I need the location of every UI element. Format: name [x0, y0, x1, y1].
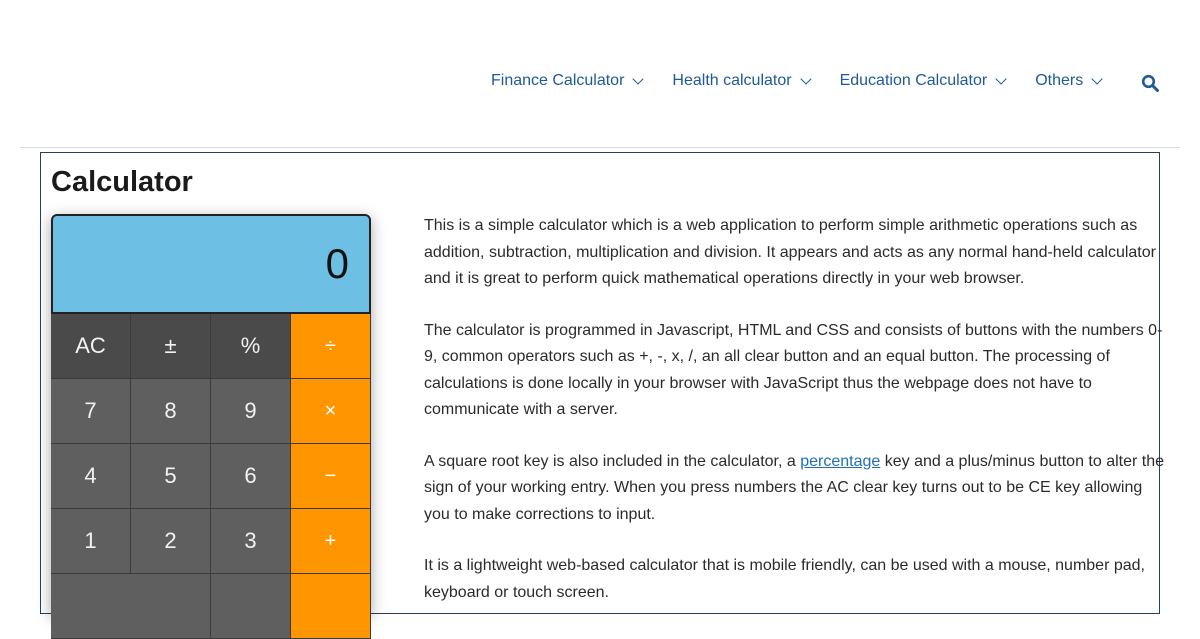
digit-4-button[interactable]: 4 [51, 444, 131, 509]
site-header [0, 0, 1200, 148]
search-icon[interactable] [1141, 74, 1159, 92]
header-divider [20, 147, 1180, 148]
calculator-display [51, 214, 371, 314]
nav-item-label: Education Calculator [839, 72, 988, 89]
digit-7-button[interactable]: 7 [51, 379, 131, 444]
paragraph-programming: The calculator is programmed in Javascript, HTML and CSS and consists of buttons with the numbers 0-9, common operators such as +, -, x, /, an all clear button and an equal button. The processing of calculations is done locally in your browser with JavaScript thus the webpage does not have to communicate with a server. [424, 321, 1163, 418]
calculator-keypad [51, 314, 371, 639]
digit-5-button[interactable]: 5 [131, 444, 211, 509]
nav-item-finance-calculator[interactable] [491, 72, 642, 90]
add-button[interactable]: + [291, 509, 371, 574]
article-body [424, 213, 1164, 631]
subtract-button[interactable]: − [291, 444, 371, 509]
digit-6-button[interactable]: 6 [211, 444, 291, 509]
paragraph-text: A square root key is also included in the calculator, a [424, 452, 801, 470]
nav-item-education-calculator[interactable] [840, 72, 1006, 90]
percentage-link[interactable]: percentage [800, 452, 881, 470]
percent-button[interactable]: % [211, 314, 291, 379]
paragraph-features [424, 449, 1164, 529]
nav-item-label: Finance Calculator [491, 72, 625, 89]
nav-item-label: Others [1035, 72, 1084, 89]
chevron-down-icon [996, 73, 1007, 84]
paragraph-compatibility: It is a lightweight web-based calculator that is mobile friendly, can be used with a mouse, number pad, keyboard or touch screen. [424, 557, 1145, 601]
digit-3-button[interactable]: 3 [211, 509, 291, 574]
digit-2-button[interactable]: 2 [131, 509, 211, 574]
nav-item-label: Health calculator [672, 72, 792, 89]
paragraph-intro: This is a simple calculator which is a web application to perform simple arithmetic operations such as addition, subtraction, multiplication and division. It appears and acts as any normal hand-held calculator and it is great to perform quick mathematical operations directly in your web browser. [424, 217, 1156, 287]
all-clear-button[interactable]: AC [51, 314, 131, 379]
display-value: 0 [325, 240, 349, 287]
chevron-down-icon [633, 73, 644, 84]
paragraph-text: key and a plus/minus button to alter the sign of your working entry. When you press numbers the AC clear key turns out to be CE key allowing you to make corrections to input. [424, 452, 1165, 523]
digit-9-button[interactable]: 9 [211, 379, 291, 444]
plus-minus-button[interactable]: ± [131, 314, 211, 379]
page-title: Calculator [51, 166, 193, 198]
decimal-button[interactable] [211, 574, 291, 639]
digit-1-button[interactable]: 1 [51, 509, 131, 574]
equals-button[interactable] [291, 574, 371, 639]
digit-0-button[interactable] [51, 574, 211, 639]
divide-button[interactable]: ÷ [291, 314, 371, 379]
nav-item-health-calculator[interactable] [672, 72, 809, 90]
calculator-widget [51, 214, 371, 614]
nav-item-others[interactable] [1035, 72, 1101, 90]
multiply-button[interactable]: × [291, 379, 371, 444]
chevron-down-icon [1092, 73, 1103, 84]
digit-8-button[interactable]: 8 [131, 379, 211, 444]
chevron-down-icon [800, 73, 811, 84]
main-nav [491, 72, 1131, 90]
